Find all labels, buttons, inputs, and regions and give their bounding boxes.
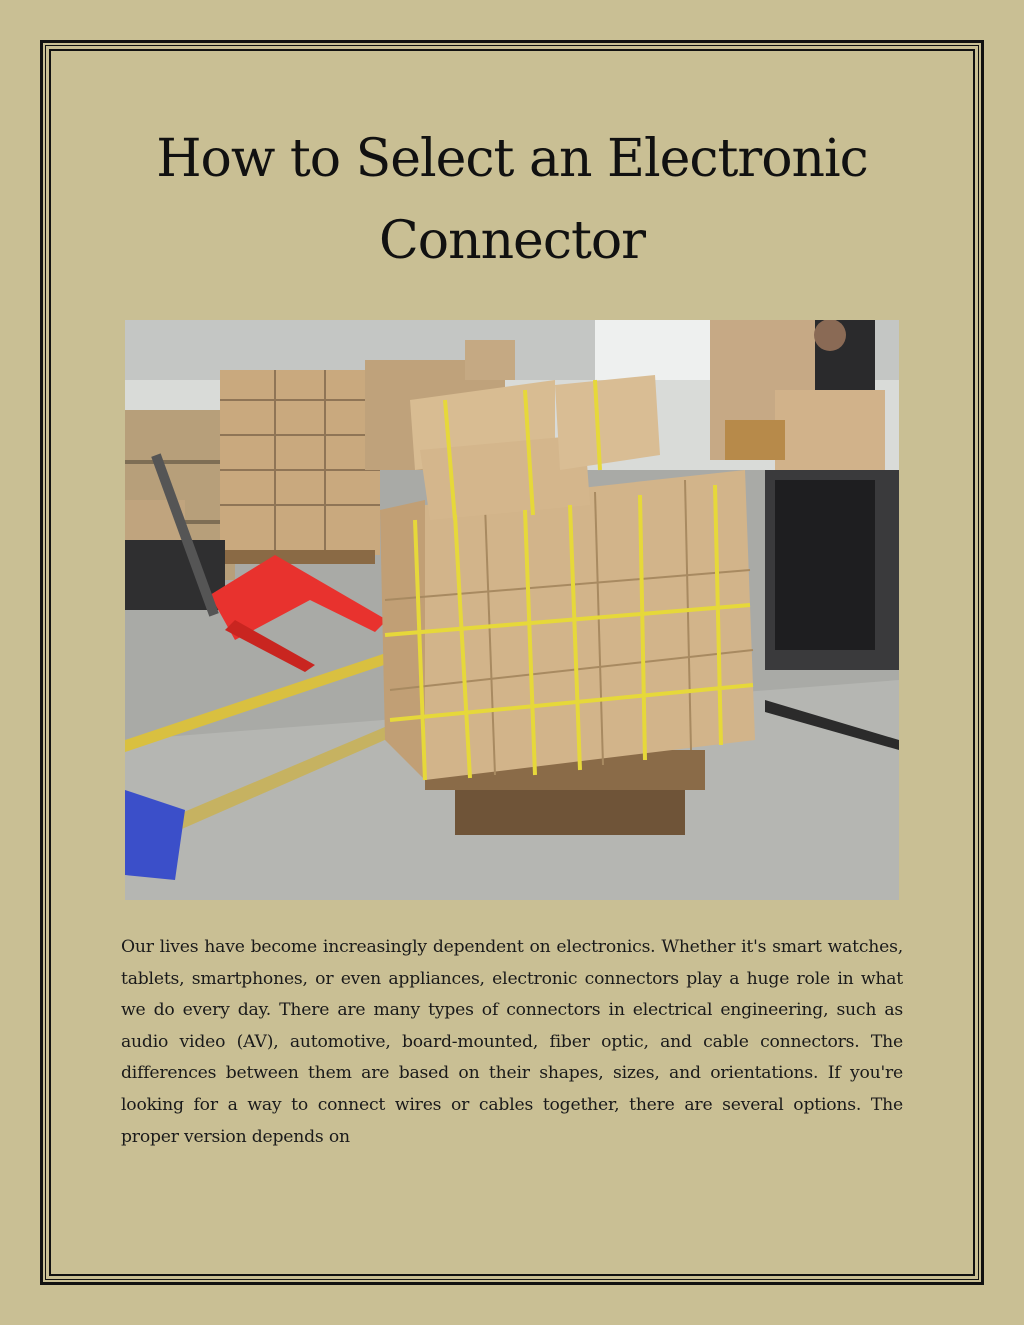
warehouse-boxes-photo: [125, 320, 899, 900]
page-title: How to Select an Electronic Connector: [156, 129, 868, 271]
article-body: Our lives have become increasingly dependent on electronics. Whether it's smart watches, tablets, smartphones, or even appliances, electronic connectors play a huge role in what we do every day. There are many types of connectors in electrical engineering, such as audio video (AV), automotive, board-mounted, fiber optic, and cable connectors. The differences between them are based on their shapes, sizes, and orientations. If you're looking for a way to connect wires or cables together, there are several options. The proper version depends on: [121, 937, 903, 1147]
